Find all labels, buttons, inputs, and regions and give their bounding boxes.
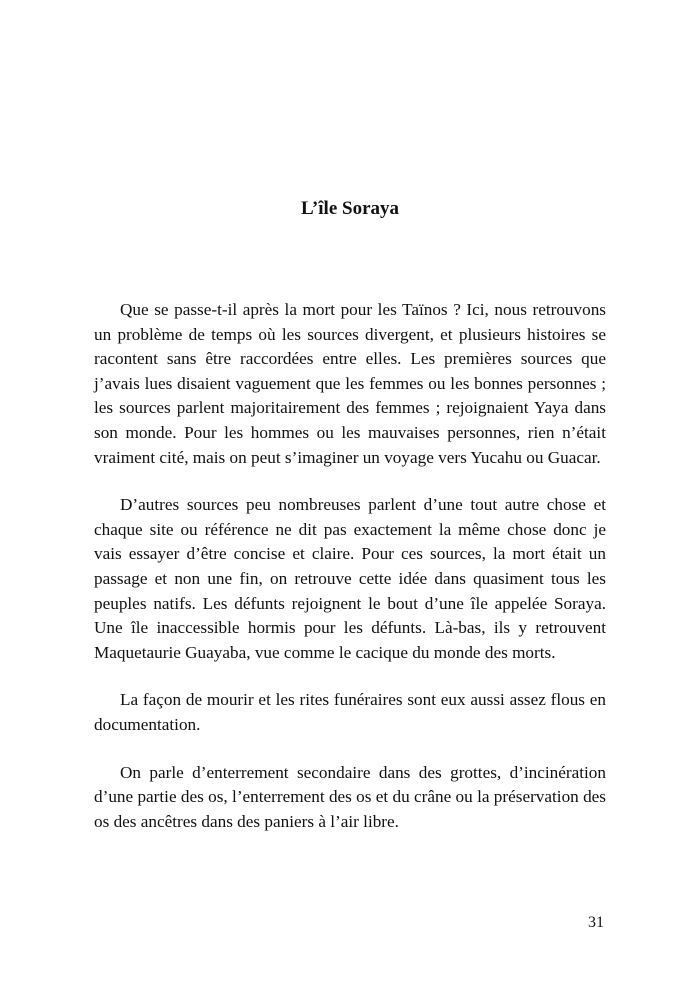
paragraph: Que se passe-t-il après la mort pour les Taïnos ? Ici, nous retrouvons un problème de temps où les sources divergent, et plusieurs histoires se racontent sans être raccordées entre elles. Les premières sources que j’avais lues disaient vaguement que les femmes ou les bonnes personnes ; les sources parlent majoritairement des femmes ; rejoignaient Yaya dans son monde. Pour les hommes ou les mauvaises personnes, rien n’était vraiment cité, mais on peut s’imaginer un voyage vers Yucahu ou Guacar. <box>94 300 606 467</box>
page-number: 31 <box>588 914 604 931</box>
chapter-title: L’île Soraya <box>301 198 399 219</box>
body-text <box>94 298 606 857</box>
paragraph: On parle d’enterrement secondaire dans des grottes, d’incinération d’une partie des os, l’enterrement des os et du crâne ou la préservation des os des ancêtres dans des paniers à l’air libre. <box>94 762 606 831</box>
paragraph: La façon de mourir et les rites funéraires sont eux aussi assez flous en documentation. <box>94 690 606 734</box>
paragraph: D’autres sources peu nombreuses parlent d’une tout autre chose et chaque site ou référence ne dit pas exactement la même chose donc je vais essayer d’être concise et claire. Pour ces sources, la mort était un passage et non une fin, on retrouve cette idée dans quasiment tous les peuples natifs. Les défunts rejoignent le bout d’une île appelée Soraya. Une île inaccessible hormis pour les défunts. Là-bas, ils y retrouvent Maquetaurie Guayaba, vue comme le cacique du monde des morts. <box>94 495 606 662</box>
